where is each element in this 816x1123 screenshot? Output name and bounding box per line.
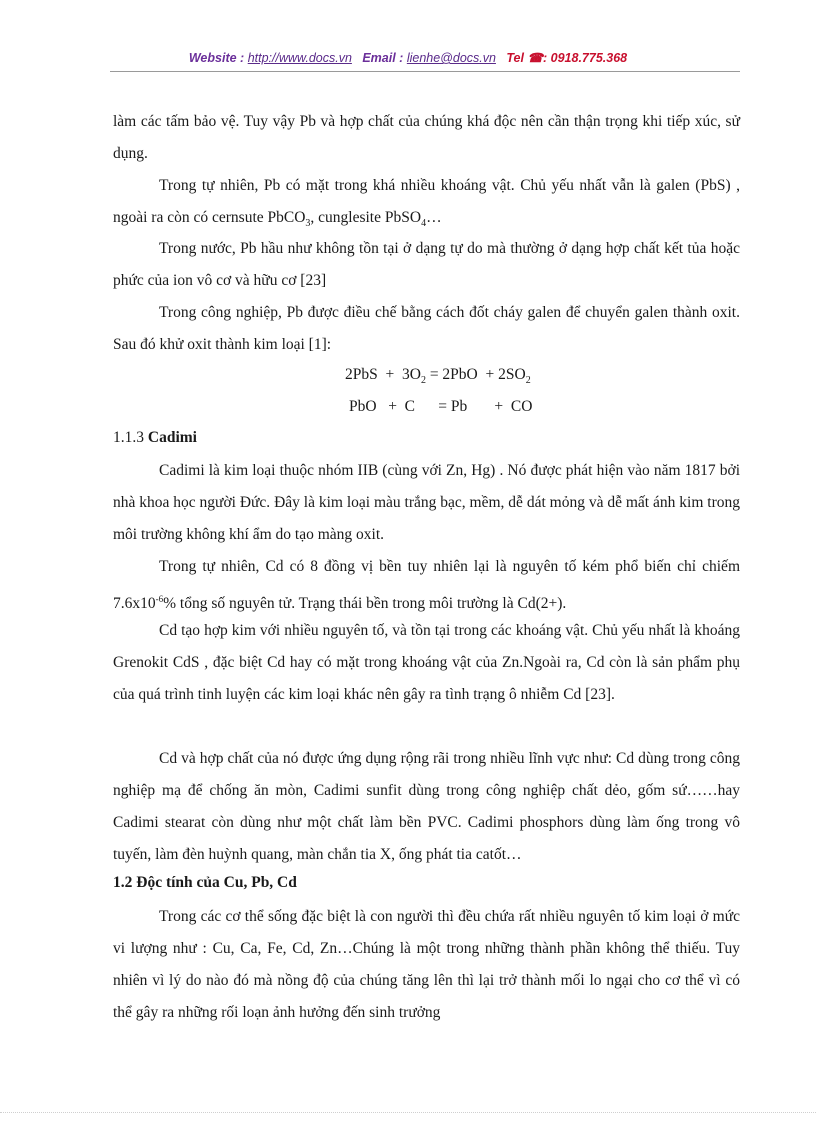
eq1-text-a: 2PbS + 3O: [345, 366, 421, 383]
section-number: 1.1.3: [113, 429, 148, 446]
p2-text-a: Trong tự nhiên, Pb có mặt trong khá nhiều khoáng vật. Chủ yếu nhất vẫn là galen (PbS) , ngoài ra còn có cernsute PbCO: [113, 177, 740, 226]
paragraph-cd-applications: Cd và hợp chất của nó được ứng dụng rộng rãi trong nhiều lĩnh vực như: Cd dùng trong công nghiệp mạ để chống ăn mòn, Cadimi sunfit dùng trong công nghiệp chất dẻo, gốm sứ……hay Cadimi stearat còn dùng như một chất làm bền PVC. Cadimi phosphors dùng làm ống trong vô tuyến, làm đèn huỳnh quang, màn chắn tia X, ống phát tia catốt…: [113, 750, 740, 863]
email-separator: :: [395, 51, 404, 65]
p6-text-a: Trong tự nhiên, Cd có 8 đồng vị bền tuy nhiên lại là nguyên tố kém phổ biến chỉ chiếm 7.6x10: [113, 558, 740, 613]
eq1-subscript-a: 2: [420, 375, 426, 387]
p2-subscript-3: 3: [305, 218, 311, 230]
paragraph-pb-industry: Trong công nghiệp, Pb được điều chế bằng cách đốt cháy galen để chuyển galen thành oxit. Sau đó khử oxit thành kim loại [1]:: [113, 304, 740, 353]
p2-text-b: , cunglesite PbSO: [310, 209, 422, 226]
header-divider: [110, 71, 740, 72]
p2-subscript-4: 4: [421, 218, 427, 230]
page-bottom-border: [0, 1112, 816, 1113]
paragraph-toxicity-intro: Trong các cơ thể sống đặc biệt là con người thì đều chứa rất nhiều nguyên tố kim loại ở mức vi lượng như : Cu, Ca, Fe, Cd, Zn…Chúng là một trong những thành phần không thể thiếu. Tuy nhiên vì lý do nào đó mà nồng độ của chúng tăng lên thì lại trở thành mối lo ngại cho cơ thể vì có thể gây ra những rối loạn ảnh hưởng đến sinh trưởng: [113, 908, 740, 1021]
website-label: Website :: [188, 51, 245, 65]
section-heading-cadimi: [113, 429, 197, 447]
email-link[interactable]: lienhe@docs.vn: [406, 51, 496, 65]
email-label: Email: [362, 51, 396, 65]
equation-galen-oxidation: [345, 366, 531, 386]
page-header: [0, 50, 816, 65]
section-title: Cadimi: [147, 429, 197, 446]
eq1-subscript-b: 2: [525, 375, 531, 387]
section-heading-toxicity: 1.2 Độc tính của Cu, Pb, Cd: [113, 874, 297, 891]
p6-superscript: -6: [155, 594, 164, 604]
website-link[interactable]: http://www.docs.vn: [247, 51, 352, 65]
eq1-text-b: = 2PbO + 2SO: [425, 366, 526, 383]
paragraph-lead-toxicity: làm các tấm bảo vệ. Tuy vậy Pb và hợp chất của chúng khá độc nên cần thận trọng khi tiếp xúc, sử dụng.: [113, 113, 740, 162]
paragraph-cd-isotopes: [113, 551, 740, 620]
p2-text-c: …: [426, 209, 442, 226]
paragraph-cadimi-intro: Cadimi là kim loại thuộc nhóm IIB (cùng với Zn, Hg) . Nó được phát hiện vào năm 1817 bởi nhà khoa học người Đức. Đây là kim loại màu trắng bạc, mềm, dễ dát mỏng và dễ mất ánh kim trong môi trường không khí ẩm do tạo màng oxit.: [113, 462, 740, 543]
equation-pbo-reduction: PbO + C = Pb + CO: [349, 398, 533, 415]
phone-number: Tel ☎: 0918.775.368: [506, 51, 628, 65]
paragraph-pb-water: Trong nước, Pb hầu như không tồn tại ở dạng tự do mà thường ở dạng hợp chất kết tủa hoặc phức của ion vô cơ và hữu cơ [23]: [113, 240, 740, 289]
p6-text-b: % tổng số nguyên tử. Trạng thái bền trong môi trường là Cd(2+).: [163, 595, 567, 613]
paragraph-cd-minerals: Cd tạo hợp kim với nhiều nguyên tố, và tồn tại trong các khoáng vật. Chủ yếu nhất là khoáng Grenokit CdS , đặc biệt Cd hay có mặt trong khoáng vật của Zn.Ngoài ra, Cd còn là sản phẩm phụ của quá trình tinh luyện các kim loại khác nên gây ra tình trạng ô nhiễm Cd [23].: [113, 622, 740, 703]
paragraph-pb-minerals: [113, 170, 740, 240]
